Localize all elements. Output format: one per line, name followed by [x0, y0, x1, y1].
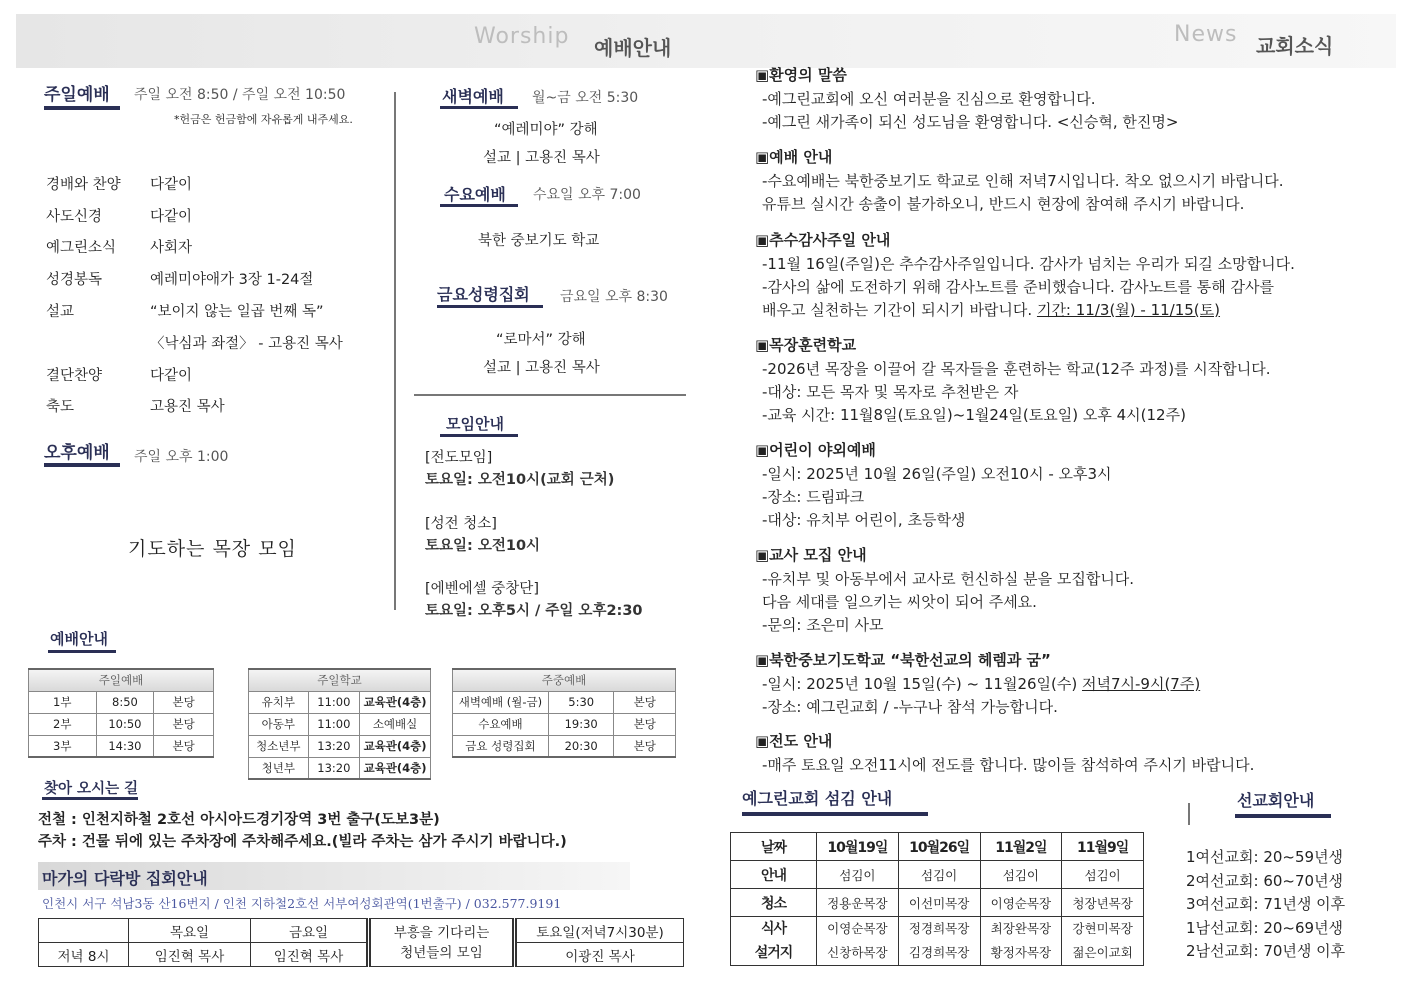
news-line: -유치부 및 아동부에서 교사로 헌신하실 분을 모집합니다.	[762, 570, 1135, 588]
dawn-title-underline	[440, 106, 518, 109]
table-cell: 본당	[614, 735, 676, 757]
table-cell: 아동부	[249, 713, 309, 735]
school-schedule-table	[248, 668, 431, 780]
order-row	[46, 205, 386, 227]
table-cell: 3부	[29, 735, 97, 757]
duty-cell	[898, 917, 980, 966]
table-cell: 19:30	[548, 713, 614, 735]
table-cell: 11:00	[308, 713, 359, 735]
duty-cell: 이영순목장	[980, 889, 1062, 917]
meeting-name: [성전 청소]	[425, 516, 497, 532]
order-item-value: 다같이	[150, 177, 193, 193]
duty-cell: 10월19일	[817, 833, 899, 861]
section-divider	[414, 394, 686, 396]
table-cell: 본당	[154, 735, 214, 757]
duty-cell: 섬김이	[898, 861, 980, 889]
duty-cell-text: 강현미목장	[1072, 921, 1133, 936]
friday-worship-time: 금요일 오후 8:30	[560, 289, 668, 305]
news-line: -감사의 삶에 도전하기 위해 감사노트를 준비했습니다. 감사노트를 통해 감사를	[762, 278, 1275, 296]
saturday-header: 토요일(저녁7시30분)	[515, 919, 684, 943]
table-cell: 청소년부	[249, 735, 309, 757]
meetings-title-underline	[440, 434, 518, 437]
news-line: -일시: 2025년 10월 15일(수) ~ 11월26일(수) 저녁7시-9시(7주)	[762, 675, 1201, 693]
afternoon-worship-time: 주일 오후 1:00	[134, 449, 229, 465]
duty-row	[731, 833, 1144, 861]
order-item-value: “보이지 않는 일곱 번째 독”	[150, 304, 324, 320]
meeting-time: 토요일: 오전10시	[425, 538, 541, 554]
order-row	[46, 395, 386, 417]
duty-cell	[980, 917, 1062, 966]
news-line: -대상: 유치부 어린이, 초등학생	[762, 511, 966, 529]
news-heading: ▣어린이 야외예배	[755, 441, 876, 459]
duty-cell: 섬김이	[1062, 861, 1144, 889]
wednesday-worship-title: 수요예배	[444, 185, 506, 204]
directions-title: 찾아 오시는 길	[44, 781, 139, 797]
mission-title-underline	[1235, 814, 1331, 818]
duty-cell-text: 이영순목장	[827, 921, 888, 936]
news-line: -11월 16일(주일)은 추수감사주일입니다. 감사가 넘치는 우리가 되길 소망합니다.	[762, 255, 1295, 273]
mission-item: 2남선교회: 70년생 이후	[1186, 942, 1346, 960]
order-item-value: 사회자	[150, 240, 193, 256]
afternoon-title-underline	[44, 463, 120, 467]
order-item-label: 경배와 찬양	[46, 177, 121, 193]
duty-label: 안내	[731, 861, 817, 889]
table-cell: 청년부	[249, 757, 309, 779]
duty-row	[731, 889, 1144, 917]
duty-cell: 섬김이	[817, 861, 899, 889]
news-line: -일시: 2025년 10월 26일(주일) 오전10시 - 오후3시	[762, 465, 1112, 483]
table-cell: 교육관(4층)	[360, 735, 431, 757]
order-row	[46, 236, 386, 258]
schedule-title: 예배안내	[50, 630, 108, 648]
wednesday-desc: 북한 중보기도 학교	[478, 233, 600, 249]
worship-en-heading: Worship	[474, 24, 570, 49]
table-cell: 본당	[614, 713, 676, 735]
mission-list	[1186, 846, 1345, 964]
column-divider	[394, 92, 396, 610]
duty-row	[731, 917, 1144, 966]
news-line: 배우고 실천하는 기간이 되시기 바랍니다. 기간: 11/3(월) - 11/15(토)	[762, 301, 1221, 319]
table-cell: 1부	[29, 691, 97, 713]
news-line: -문의: 조은미 사모	[762, 616, 884, 634]
news-heading: ▣교사 모집 안내	[755, 546, 867, 564]
table-row	[453, 713, 676, 735]
table-cell: 13:20	[308, 735, 359, 757]
meeting-name: [전도모임]	[425, 450, 493, 466]
duty-cell: 11월9일	[1062, 833, 1144, 861]
order-row	[46, 332, 386, 354]
sunday-worship-times: 주일 오전 8:50 / 주일 오전 10:50	[134, 87, 346, 103]
table-cell: 11:00	[308, 691, 359, 713]
friday-worship-title: 금요성령집회	[437, 285, 530, 304]
table-row	[249, 713, 431, 735]
duty-cell-text: 신창하목장	[827, 945, 888, 960]
wednesday-title-underline	[440, 204, 518, 207]
duty-label-text: 설거지	[754, 945, 793, 961]
time-header-empty	[39, 919, 129, 943]
duty-label-text: 식사	[760, 921, 787, 937]
order-item-value: 예레미야애가 3장 1-24절	[150, 272, 314, 288]
mission-item: 1남선교회: 20~69년생	[1186, 918, 1344, 937]
table-cell: 5:30	[548, 691, 614, 713]
order-item-label: 사도신경	[46, 209, 103, 225]
news-line: -예그린교회에 오신 여러분을 진심으로 환영합니다.	[762, 90, 1096, 108]
news-heading: ▣목장훈련학교	[755, 336, 857, 354]
news-heading: ▣추수감사주일 안내	[755, 231, 891, 249]
upper-room-table	[38, 918, 684, 967]
order-item-label: 결단찬양	[46, 368, 103, 384]
table-cell: 14:30	[96, 735, 154, 757]
duty-cell	[817, 917, 899, 966]
afternoon-worship-desc: 기도하는 목장 모임	[128, 538, 297, 560]
order-item-value: 〈낙심과 좌절〉 - 고용진 목사	[150, 336, 343, 352]
mission-item: 3여선교회: 71년생 이후	[1186, 895, 1346, 913]
news-line: -예그린 새가족이 되신 성도님을 환영합니다. <신승혁, 한진명>	[762, 113, 1179, 131]
thursday-header: 목요일	[129, 919, 251, 943]
duty-cell-text: 황정자목장	[990, 945, 1052, 960]
table-cell: 본당	[154, 691, 214, 713]
meeting-name: [에벤에셀 중창단]	[425, 581, 539, 597]
duty-title-underline	[742, 812, 928, 816]
youth-line1: 부흥을 기다리는	[393, 924, 490, 941]
news-heading: ▣예배 안내	[755, 148, 833, 166]
duty-cell: 섬김이	[980, 861, 1062, 889]
worship-ko-heading: 예배안내	[594, 36, 672, 60]
order-item-value: 고용진 목사	[150, 399, 225, 415]
table-row	[453, 735, 676, 757]
duty-cell-text: 최장완목장	[990, 921, 1052, 936]
news-line: -장소: 예그린교회 / -누구나 참석 가능합니다.	[762, 698, 1058, 716]
table-cell: 새벽예배 (월-금)	[453, 691, 549, 713]
duty-cell: 이선미목장	[898, 889, 980, 917]
news-heading: ▣북한중보기도학교 “북한선교의 헤렘과 굼”	[755, 651, 1051, 669]
table-row	[29, 735, 214, 757]
time-label: 저녁 8시	[39, 943, 129, 967]
table-row	[249, 735, 431, 757]
sunday-worship-title: 주일예배	[44, 85, 110, 105]
table-cell: 10:50	[96, 713, 154, 735]
duty-divider	[1188, 803, 1190, 825]
duty-label: 청소	[731, 889, 817, 917]
table-cell: 20:30	[548, 735, 614, 757]
duty-title: 예그린교회 섬김 안내	[742, 789, 893, 808]
table-row	[249, 757, 431, 779]
duty-cell	[1062, 917, 1144, 966]
order-row	[46, 300, 386, 322]
duty-cell-text: 김경희목장	[908, 945, 970, 960]
dawn-worship-title: 새벽예배	[442, 87, 504, 106]
weekday-schedule-table	[452, 668, 676, 758]
news-line: 유튜브 실시간 송출이 불가하오니, 반드시 현장에 참여해 주시기 바랍니다.	[762, 195, 1245, 213]
order-item-label: 축도	[46, 399, 75, 415]
afternoon-worship-title: 오후예배	[44, 443, 110, 463]
table-cell: 교육관(4층)	[360, 757, 431, 779]
dawn-worship-time: 월~금 오전 5:30	[532, 90, 639, 106]
friday-header: 금요일	[251, 919, 369, 943]
sunday-schedule-header: 주일예배	[29, 669, 214, 691]
sunday-schedule-table	[28, 668, 214, 758]
sunday-title-underline	[44, 106, 120, 110]
news-line: -교육 시간: 11월8일(토요일)~1월24일(토요일) 오후 4시(12주)	[762, 406, 1186, 424]
offering-note: *헌금은 헌금함에 자유롭게 내주세요.	[174, 113, 353, 126]
duty-label: 날짜	[731, 833, 817, 861]
news-line: -대상: 모든 목자 및 목자로 추천받은 자	[762, 383, 1019, 401]
duty-cell: 11월2일	[980, 833, 1062, 861]
order-item-label: 예그린소식	[46, 240, 117, 256]
meeting-time: 토요일: 오후5시 / 주일 오후2:30	[425, 603, 643, 619]
table-cell: 본당	[614, 691, 676, 713]
table-cell: 8:50	[96, 691, 154, 713]
table-cell: 소예배실	[360, 713, 431, 735]
saturday-leader: 이광진 목사	[515, 943, 684, 967]
upper-room-title: 마가의 다락방 집회안내	[42, 869, 208, 888]
news-line: -매주 토요일 오전11시에 전도를 합니다. 많이들 참석하여 주시기 바랍니다.	[762, 756, 1255, 774]
youth-line2: 청년들의 모임	[400, 944, 483, 961]
duty-table	[730, 832, 1144, 966]
duty-label	[731, 917, 817, 966]
duty-cell: 10월26일	[898, 833, 980, 861]
news-heading: ▣전도 안내	[755, 732, 833, 750]
directions-title-underline	[42, 797, 138, 800]
table-cell: 2부	[29, 713, 97, 735]
duty-cell: 정용운목장	[817, 889, 899, 917]
friday-leader: 임진혁 목사	[251, 943, 369, 967]
upper-room-address: 인천시 서구 석남3동 산16번지 / 인천 지하철2호선 서부여성회관역(1번출구) / 032.577.9191	[42, 896, 562, 911]
school-schedule-header: 주일학교	[249, 669, 431, 691]
news-line: -장소: 드림파크	[762, 488, 865, 506]
order-row	[46, 173, 386, 195]
news-ko-heading: 교회소식	[1256, 34, 1334, 58]
news-line: 다음 세대를 일으키는 씨앗이 되어 주세요.	[762, 593, 1037, 611]
news-heading: ▣환영의 말씀	[755, 66, 847, 84]
news-en-heading: News	[1174, 22, 1238, 47]
schedule-title-underline	[48, 650, 116, 653]
order-item-label: 설교	[46, 304, 75, 320]
duty-row	[731, 861, 1144, 889]
friday-title-underline	[437, 305, 543, 308]
thursday-leader: 임진혁 목사	[129, 943, 251, 967]
order-item-value: 다같이	[150, 368, 193, 384]
news-underline: 저녁7시-9시(7주)	[1081, 675, 1201, 693]
friday-series: “로마서” 강해	[496, 332, 586, 348]
mission-item: 1여선교회: 20~59년생	[1186, 848, 1344, 866]
meeting-time: 토요일: 오전10시(교회 근처)	[425, 472, 615, 488]
youth-meeting	[369, 919, 515, 967]
duty-cell-text: 젊은이교회	[1072, 945, 1133, 960]
table-row	[29, 691, 214, 713]
meetings-title: 모임안내	[446, 415, 504, 433]
mission-item: 2여선교회: 60~70년생	[1186, 871, 1344, 890]
table-row	[249, 691, 431, 713]
news-line: -2026년 목장을 이끌어 갈 목자들을 훈련하는 학교(12주 과정)를 시작합니다.	[762, 360, 1271, 378]
duty-cell: 청장년목장	[1062, 889, 1144, 917]
table-row	[29, 713, 214, 735]
table-cell: 13:20	[308, 757, 359, 779]
wednesday-worship-time: 수요일 오후 7:00	[533, 187, 641, 203]
dawn-preacher: 설교 | 고용진 목사	[483, 150, 600, 166]
order-row	[46, 268, 386, 290]
friday-preacher: 설교 | 고용진 목사	[483, 360, 600, 376]
order-item-label: 성경봉독	[46, 272, 103, 288]
mission-title: 선교회안내	[1237, 791, 1315, 810]
table-row	[453, 691, 676, 713]
directions-parking: 주차 : 건물 뒤에 있는 주차장에 주차해주세요.(빌라 주차는 삼가 주시기 바랍니다.)	[38, 834, 567, 850]
table-cell: 금요 성령집회	[453, 735, 549, 757]
directions-subway: 전철 : 인천지하철 2호선 아시아드경기장역 3번 출구(도보3분)	[38, 812, 440, 828]
table-cell: 교육관(4층)	[360, 691, 431, 713]
news-line: -수요예배는 북한중보기도 학교로 인해 저녁7시입니다. 착오 없으시기 바랍니다.	[762, 172, 1284, 190]
duty-cell-text: 정경희목장	[908, 921, 970, 936]
weekday-schedule-header: 주중예배	[453, 669, 676, 691]
table-cell: 수요예배	[453, 713, 549, 735]
table-cell: 유치부	[249, 691, 309, 713]
table-cell: 본당	[154, 713, 214, 735]
dawn-series: “예레미야” 강해	[494, 122, 598, 138]
order-item-value: 다같이	[150, 209, 193, 225]
news-underline: 기간: 11/3(월) - 11/15(토)	[1036, 301, 1221, 319]
order-row	[46, 364, 386, 386]
